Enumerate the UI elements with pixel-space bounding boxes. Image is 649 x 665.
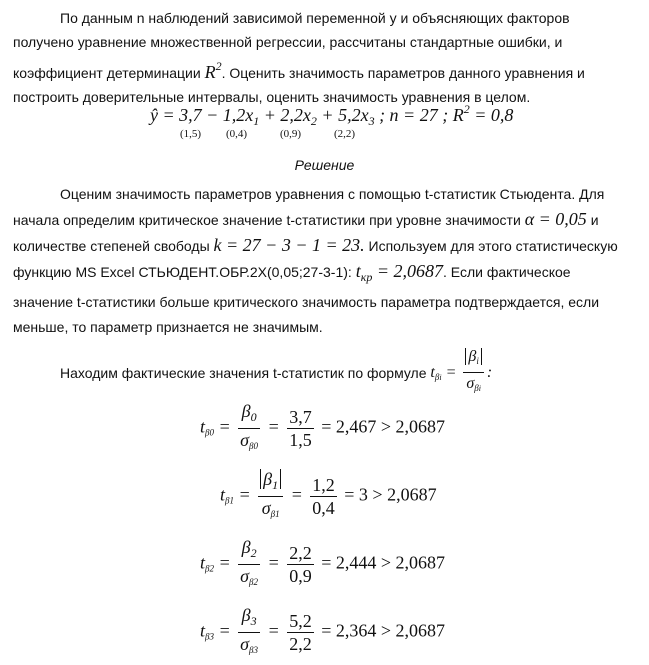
degrees-of-freedom: k = 27 − 3 − 1 = 23. (213, 235, 365, 255)
t-stat-row-2: tβ2 = $\frac{\beta_2}{\sigma\beta 2}$ = $\frac{2,2}{0,9}$ = 2,444 > 2,0687 (200, 537, 445, 587)
problem-line2: . Оценить значимость параметров данного уравнения и построить доверительные интервалы, оценить значимость уравнения в целом. (13, 65, 585, 105)
t-stat-row-1: tβ1 = $\frac{\beta_1}{\sigma\beta 1}$ = $\frac{1,2}{0,4}$ = 3 > 2,0687 (220, 469, 437, 519)
std-error-2: (0,9) (280, 128, 302, 140)
formula-intro: Находим фактические значения t-статистик по формуле tβi = $\frac{\beta i}{\text{σβi}}$ : (60, 348, 493, 393)
problem-line1: По данным n наблюдений зависимой переменной y и объясняющих факторов получено уравнение множественной регрессии, рассчитаны стандартные ошибки, и коэффициент детерминации (13, 10, 570, 81)
regression-equation: ŷ = $3,7 - 1,2x_1 + 2,2x_2 + 5,2x_3$ ; n = 27 ; $R^2 = 0,8$ (150, 102, 514, 128)
t-stat-row-3: tβ3 = $\frac{\beta_3}{\sigma\beta 3}$ = $\frac{5,2}{2,2}$ = 2,364 > 2,0687 (200, 605, 445, 655)
r2-symbol: $R^2$ (204, 59, 222, 82)
t-stat-row-0: tβ0 = $\frac{\beta_0}{\sigma\beta 0}$ = $\frac{3,7}{1,5}$ = 2,467 > 2,0687 (200, 401, 445, 451)
problem-text (13, 6, 633, 109)
t-critical: $t_{кр} = 2,0687$ (355, 261, 443, 284)
std-error-1: (0,4) (226, 128, 248, 140)
significance-text: Оценим значимость параметров уравнения с помощью t-статистик Стьюдента. Для начала определим критическое значение t-статистики при уровне значимости α = 0,05 и количестве степеней свободы k = 27 − 3 − 1 = 23. Используем для этого статистическую функцию MS Excel СТЬЮДЕНТ.ОБР.2Х(0,05;27-3-1): $t_{кр} = 2,0687$. Если фактическое значение t-статистики больше критического значимость параметра подтверждается, если меньше, то параметр признается не значимым. (13, 186, 618, 335)
std-error-3: (2,2) (334, 128, 356, 140)
alpha-value: α = 0,05 (524, 209, 587, 229)
solution-heading: Решение (294, 157, 355, 173)
std-error-0: (1,5) (180, 128, 202, 140)
t-formula: tβi = $\frac{\beta i}{\text{σβi}}$ : (430, 348, 493, 393)
